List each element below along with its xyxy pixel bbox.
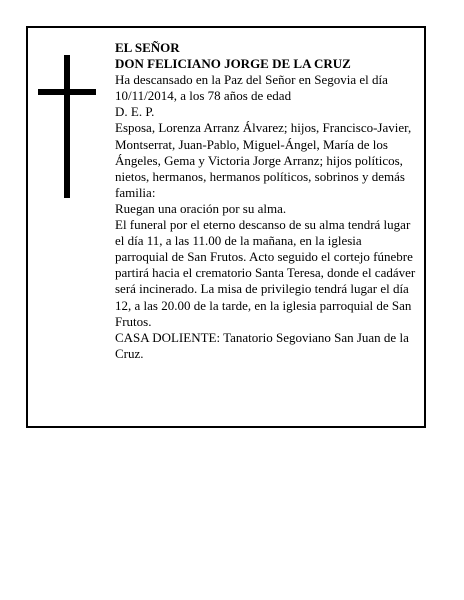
cross-horizontal-bar [38,89,96,95]
passing-statement: Ha descansado en la Paz del Señor en Segovia el día 10/11/2014, a los 78 años de edad [115,72,388,104]
cross-vertical-bar [64,55,70,198]
deceased-name: DON FELICIANO JORGE DE LA CRUZ [115,56,351,72]
obituary-notice [26,26,426,428]
funeral-details: El funeral por el eterno descanso de su alma tendrá lugar el día 11, a las 11.00 de la mañana, en la iglesia parroquial de San Frutos. Acto seguido el cortejo fúnebre partirá hacia el crematorio Santa Teresa, donde el cadáver será incinerado. La misa de privilegio tendrá lugar el día 12, a las 20.00 de la tarde, en la iglesia parroquial de San Frutos. [115,217,416,329]
obituary-text [115,40,417,362]
title-honorific: EL SEÑOR [115,40,180,55]
cross-icon [38,55,96,198]
family-list: Esposa, Lorenza Arranz Álvarez; hijos, Francisco-Javier, Montserrat, Juan-Pablo, Miguel-Ángel, María de los Ángeles, Gema y Victoria Jorge Arranz; hijos políticos, nietos, hermanos, hermanos políticos, sobrinos y demás familia: [115,120,412,200]
rip-abbreviation: D. E. P. [115,104,155,120]
mourning-house: CASA DOLIENTE: Tanatorio Segoviano San Juan de la Cruz. [115,329,409,361]
prayer-request: Ruegan una oración por su alma. [115,200,287,216]
